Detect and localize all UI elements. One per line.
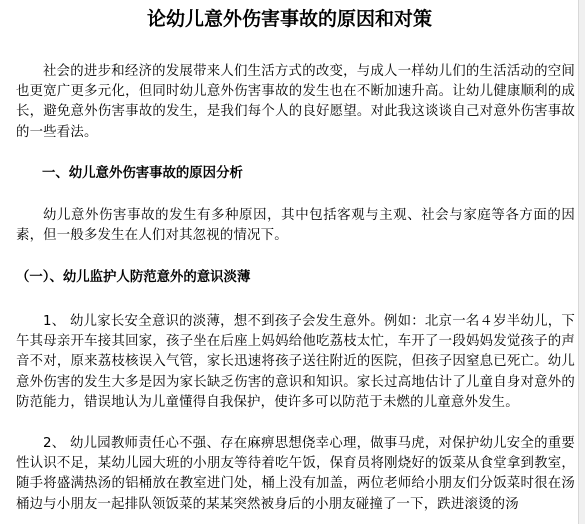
document-title: 论幼儿意外伤害事故的原因和对策: [146, 8, 432, 30]
point-2-paragraph: 2、 幼儿园教师责任心不强、存在麻痹思想侥幸心理，做事马虎，对保护幼儿安全的重要性认识不足，某幼儿园大班的小朋友等待着吃午饭，保育员将刚烧好的饭菜从食堂拿到教室，随手将盛满热汤的铝桶放在教室进门处，桶上没有加盖，两位老师给小朋友们分饭菜时很在汤桶边与小朋友一起排队领饭菜的某某突然被身后的小朋友碰撞了一下，跌进滚烫的汤: [16, 436, 575, 512]
intro-paragraph: 社会的进步和经济的发展带来人们生活方式的改变，与成人一样幼儿们的生活活动的空间也更宽广更多元化，但同时幼儿意外伤害事故的发生也在不断加速升高。让幼儿健康顺利的成长，避免意外伤害事故的发生，是我们每个人的良好愿望。对此我这谈谈自己对意外伤害事故的一些看法。: [16, 64, 575, 140]
subsection-heading-guardians: （一）、幼儿监护人防范意外的意识淡薄: [16, 270, 251, 285]
section-heading-causes: 一、幼儿意外伤害事故的原因分析: [42, 166, 243, 181]
causes-paragraph: 幼儿意外伤害事故的发生有多种原因，其中包括客观与主观、社会与家庭等各方面的因素，但一般多发生在人们对其忽视的情况下。: [16, 208, 575, 244]
vertical-scrollbar[interactable]: [578, 0, 585, 524]
point-1-paragraph: 1、 幼儿家长安全意识的淡薄，想不到孩子会发生意外。例如：北京一名４岁半幼儿，下午其母亲开车接其回家，孩子坐在后座上妈妈给他吃荔枝太忙，车开了一段妈妈发觉孩子的声音不对，原来荔枝核误入气管，家长迅速将孩子送往附近的医院，但孩子因窒息已死亡。幼儿意外伤害的发生大多是因为家长缺乏伤害的意识和知识。家长过高地估计了儿童自身对意外的防范能力，错误地认为儿童懂得自我保护，使许多可以防范于未燃的儿童意外发生。: [16, 314, 575, 410]
